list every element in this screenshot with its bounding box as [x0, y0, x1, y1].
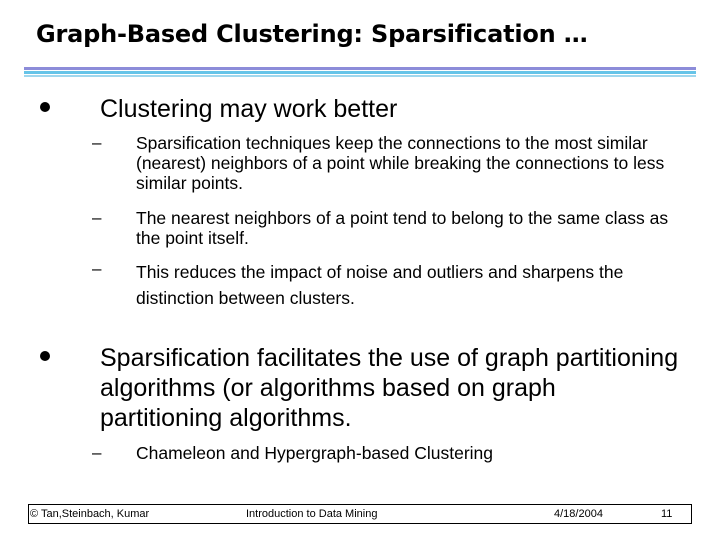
bullet-dot-icon	[40, 351, 50, 361]
footer-book-title: Introduction to Data Mining	[246, 508, 378, 520]
sub-bullet-text: This reduces the impact of noise and outliers and sharpens the distinction between clusters.	[136, 262, 624, 308]
sub-bullet-text: The nearest neighbors of a point tend to belong to the same class as the point itself.	[136, 208, 669, 248]
footer-page-number: 11	[661, 508, 673, 520]
dash-icon: –	[92, 133, 102, 152]
footer	[28, 504, 692, 526]
sub-bullet-2-1	[92, 443, 692, 463]
sub-bullet-1-1	[92, 133, 692, 193]
sub-bullet-text: Chameleon and Hypergraph-based Clustering	[136, 443, 494, 463]
title-rule-bottom	[24, 75, 696, 77]
bullet-dot-icon	[40, 102, 50, 112]
footer-authors: © Tan,Steinbach, Kumar	[30, 508, 150, 520]
sub-bullet-1-3	[92, 259, 692, 311]
title-rule-top	[24, 67, 696, 70]
bullet-2-text: Sparsification facilitates the use of graph partitioning algorithms (or algorithms based on graph partitioning algorithms.	[100, 344, 679, 432]
title-rule-middle	[24, 71, 696, 74]
slide-title: Graph-Based Clustering: Sparsification …	[36, 20, 588, 48]
dash-icon: –	[92, 443, 102, 462]
sub-bullet-text: Sparsification techniques keep the connections to the most similar (nearest) neighbors of a point while breaking the connections to less similar points.	[136, 133, 665, 193]
bullet-1-text: Clustering may work better	[100, 95, 398, 123]
bullet-2	[40, 343, 680, 433]
dash-icon: –	[92, 259, 102, 278]
bullet-1	[40, 94, 680, 124]
dash-icon: –	[92, 208, 102, 227]
sub-bullet-1-2	[92, 208, 692, 248]
footer-date: 4/18/2004	[554, 508, 603, 520]
